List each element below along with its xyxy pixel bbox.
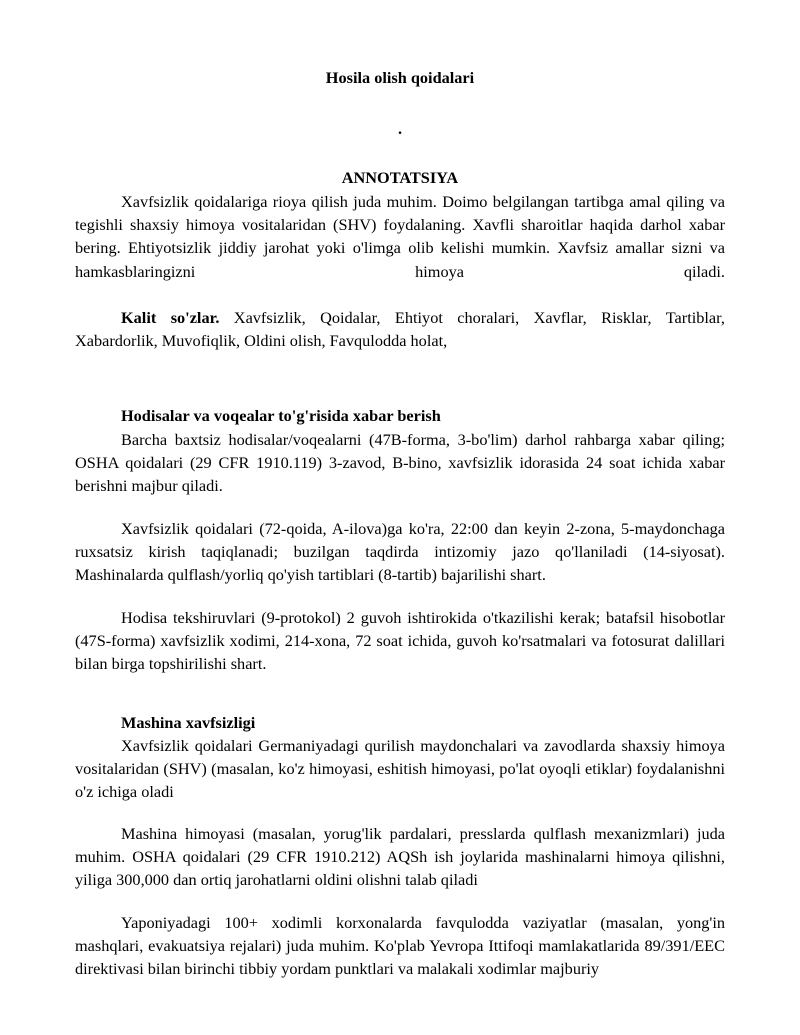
section1-paragraph-2: Xavfsizlik qoidalari (72-qoida, A-ilova)ga ko'ra, 22:00 dan keyin 2-zona, 5-maydonchaga ruxsatsiz kirish taqiqlanadi; buzilgan taqdirda intizomiy jazo qo'llaniladi (14-siyosat). Mashinalarda qulflash/yorliq qo'yish tartiblari (8-tartib) bajarilishi shart. bbox=[75, 519, 725, 585]
section1-paragraph-1: Barcha baxtsiz hodisalar/voqealarni (47B-forma, 3-bo'lim) darhol rahbarga xabar qiling; OSHA qoidalari (29 CFR 1910.119) 3-zavod, B-bino, xavfsizlik idorasida 24 soat ichida xabar berishni majbur qiladi. bbox=[75, 430, 725, 496]
section2-paragraph-3: Yaponiyadagi 100+ xodimli korxonalarda favqulodda vaziyatlar (masalan, yong'in mashqlari, evakuatsiya rejalari) juda muhim. Ko'plab Yevropa Ittifoqi mamlakatlarida 89/391/EEC direktivasi bilan birinchi tibbiy yordam punktlari va malakali xodimlar majburiy bbox=[75, 913, 725, 979]
section1-paragraph-3: Hodisa tekshiruvlari (9-protokol) 2 guvoh ishtirokida o'tkazilishi kerak; batafsil hisobotlar (47S-forma) xavfsizlik xodimi, 214-xona, 72 soat ichida, guvoh ko'rsatmalari va fotosurat dalillari bilan birga topshirilishi shart. bbox=[75, 608, 725, 674]
section-heading-machine-safety: Mashina xavfsizligi bbox=[121, 713, 256, 732]
section2-paragraph-1: Xavfsizlik qoidalari Germaniyadagi qurilish maydonchalari va zavodlarda shaxsiy himoya vositalaridan (SHV) (masalan, ko'z himoyasi, eshitish himoyasi, po'lat oyoqli etiklar) foydalanishni o'z ichiga oladi bbox=[75, 736, 725, 802]
document-title: Hosila olish qoidalari bbox=[325, 68, 475, 87]
keywords-label: Kalit so'zlar. bbox=[121, 308, 220, 327]
keywords-text: Xavfsizlik, Qoidalar, Ehtiyot choralari, Xavflar, Risklar, Tartiblar, Xabardorlik, Muvofiqlik, Oldini olish, Favqulodda holat, bbox=[75, 308, 725, 351]
title-separator: . bbox=[397, 119, 403, 138]
section2-paragraph-2: Mashina himoyasi (masalan, yorug'lik pardalari, presslarda qulflash mexanizmlari) juda muhim. OSHA qoidalari (29 CFR 1910.212) AQSh ish joylarida mashinalarni himoya qilishni, yiliga 300,000 dan ortiq jarohatlarni oldini olishni talab qiladi bbox=[75, 824, 725, 890]
section-heading-incident-reporting: Hodisalar va voqealar to'g'risida xabar berish bbox=[121, 406, 441, 425]
abstract-paragraph: Xavfsizlik qoidalariga rioya qilish juda muhim. Doimo belgilangan tartibga amal qiling va tegishli shaxsiy himoya vositalaridan (SHV) foydalaning. Xavfli sharoitlar haqida darhol xabar bering. Ehtiyotsizlik jiddiy jarohat yoki o'limga olib kelishi mumkin. Xavfsiz amallar sizni va hamkasblaringizni himoya qiladi. bbox=[75, 192, 725, 281]
keywords-paragraph bbox=[75, 306, 725, 352]
abstract-heading: ANNOTATSIYA bbox=[341, 168, 459, 187]
